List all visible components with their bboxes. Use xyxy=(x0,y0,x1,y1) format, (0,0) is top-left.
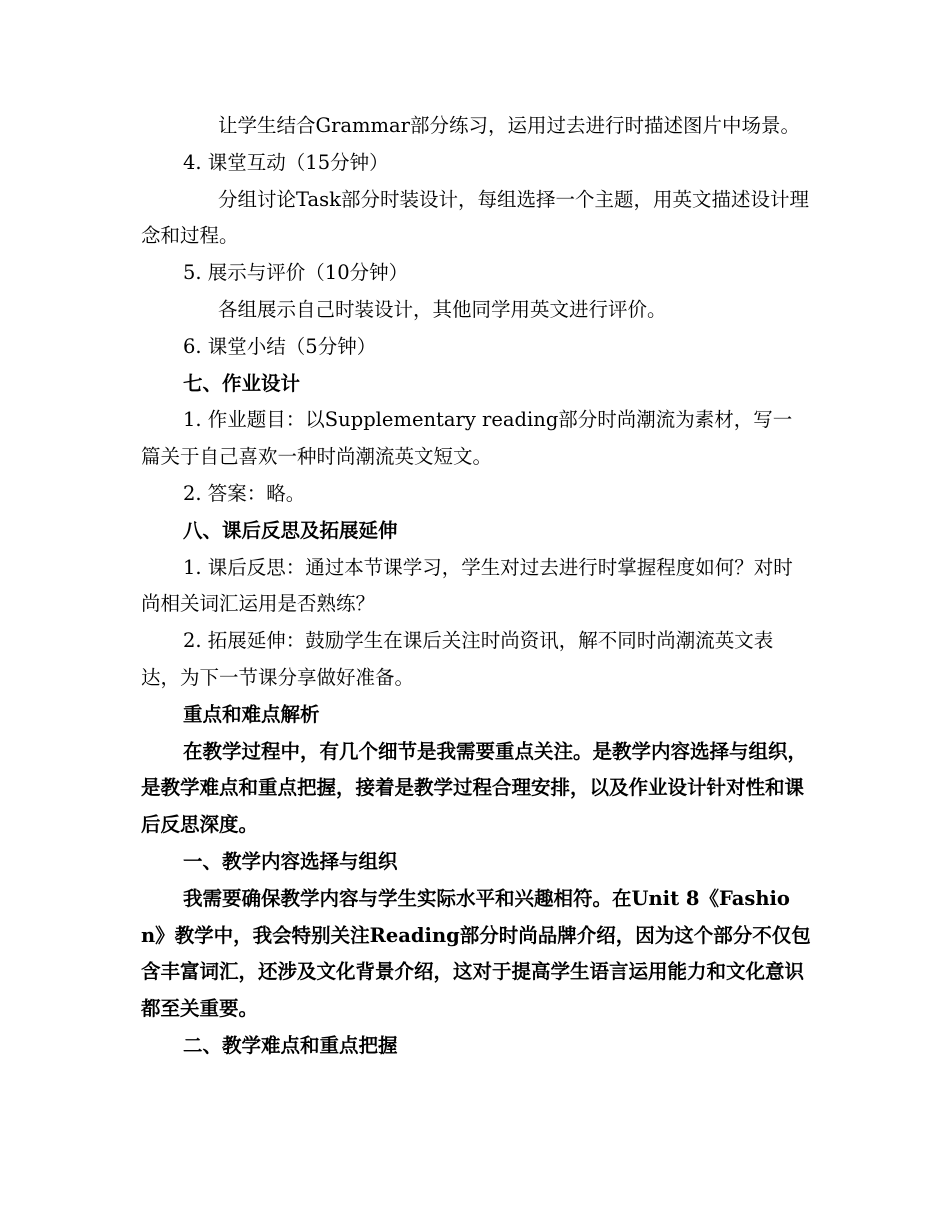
heading-key-difficult-points: 重点和难点解析 xyxy=(183,702,320,726)
heading-difficult-key-points: 二、教学难点和重点把握 xyxy=(183,1033,398,1057)
paragraph-grammar-practice: 让学生结合Grammar部分练习，运用过去进行时描述图片中场景。 xyxy=(218,114,800,137)
paragraph-group-discussion: 分组讨论Task部分时装设计，每组选择一个主题，用英文描述设计理念和过程。 xyxy=(141,187,809,248)
paragraph-key-details-intro: 在教学过程中，有几个细节是我需要重点关注。是教学内容选择与组织，是教学难点和重点把握，接着是教学过程合理安排，以及作业设计针对性和课后反思深度。 xyxy=(141,739,808,837)
homework-item-1: 1. 作业题目：以Supplementary reading部分时尚潮流为素材，写一篇关于自己喜欢一种时尚潮流英文短文。 xyxy=(141,408,793,469)
document-body xyxy=(141,108,811,1065)
step-6-class-summary: 6. 课堂小结（5分钟） xyxy=(183,334,377,358)
heading-content-selection: 一、教学内容选择与组织 xyxy=(183,849,398,873)
homework-item-2: 2. 答案：略。 xyxy=(183,481,306,505)
step-4-classroom-interaction: 4. 课堂互动（15分钟） xyxy=(183,150,389,174)
step-5-presentation-evaluation: 5. 展示与评价（10分钟） xyxy=(183,261,409,285)
reflection-item-1: 1. 课后反思：通过本节课学习，学生对过去进行时掌握程度如何？对时尚相关词汇运用是否熟练？ xyxy=(141,555,793,616)
paragraph-group-presentation: 各组展示自己时装设计，其他同学用英文进行评价。 xyxy=(218,297,667,321)
reflection-item-2: 2. 拓展延伸：鼓励学生在课后关注时尚资讯，解不同时尚潮流英文表达，为下一节课分享做好准备。 xyxy=(141,629,774,689)
paragraph-content-selection: 我需要确保教学内容与学生实际水平和兴趣相符。在Unit 8《Fashion》教学中，我会特别关注Reading部分时尚品牌介绍，因为这个部分不仅包含丰富词汇，还涉及文化背景介绍，这对于提高学生语言运用能力和文化意识都至关重要。 xyxy=(141,886,811,1021)
heading-homework-design: 七、作业设计 xyxy=(183,371,301,395)
heading-reflection-extension: 八、课后反思及拓展延伸 xyxy=(183,518,398,542)
